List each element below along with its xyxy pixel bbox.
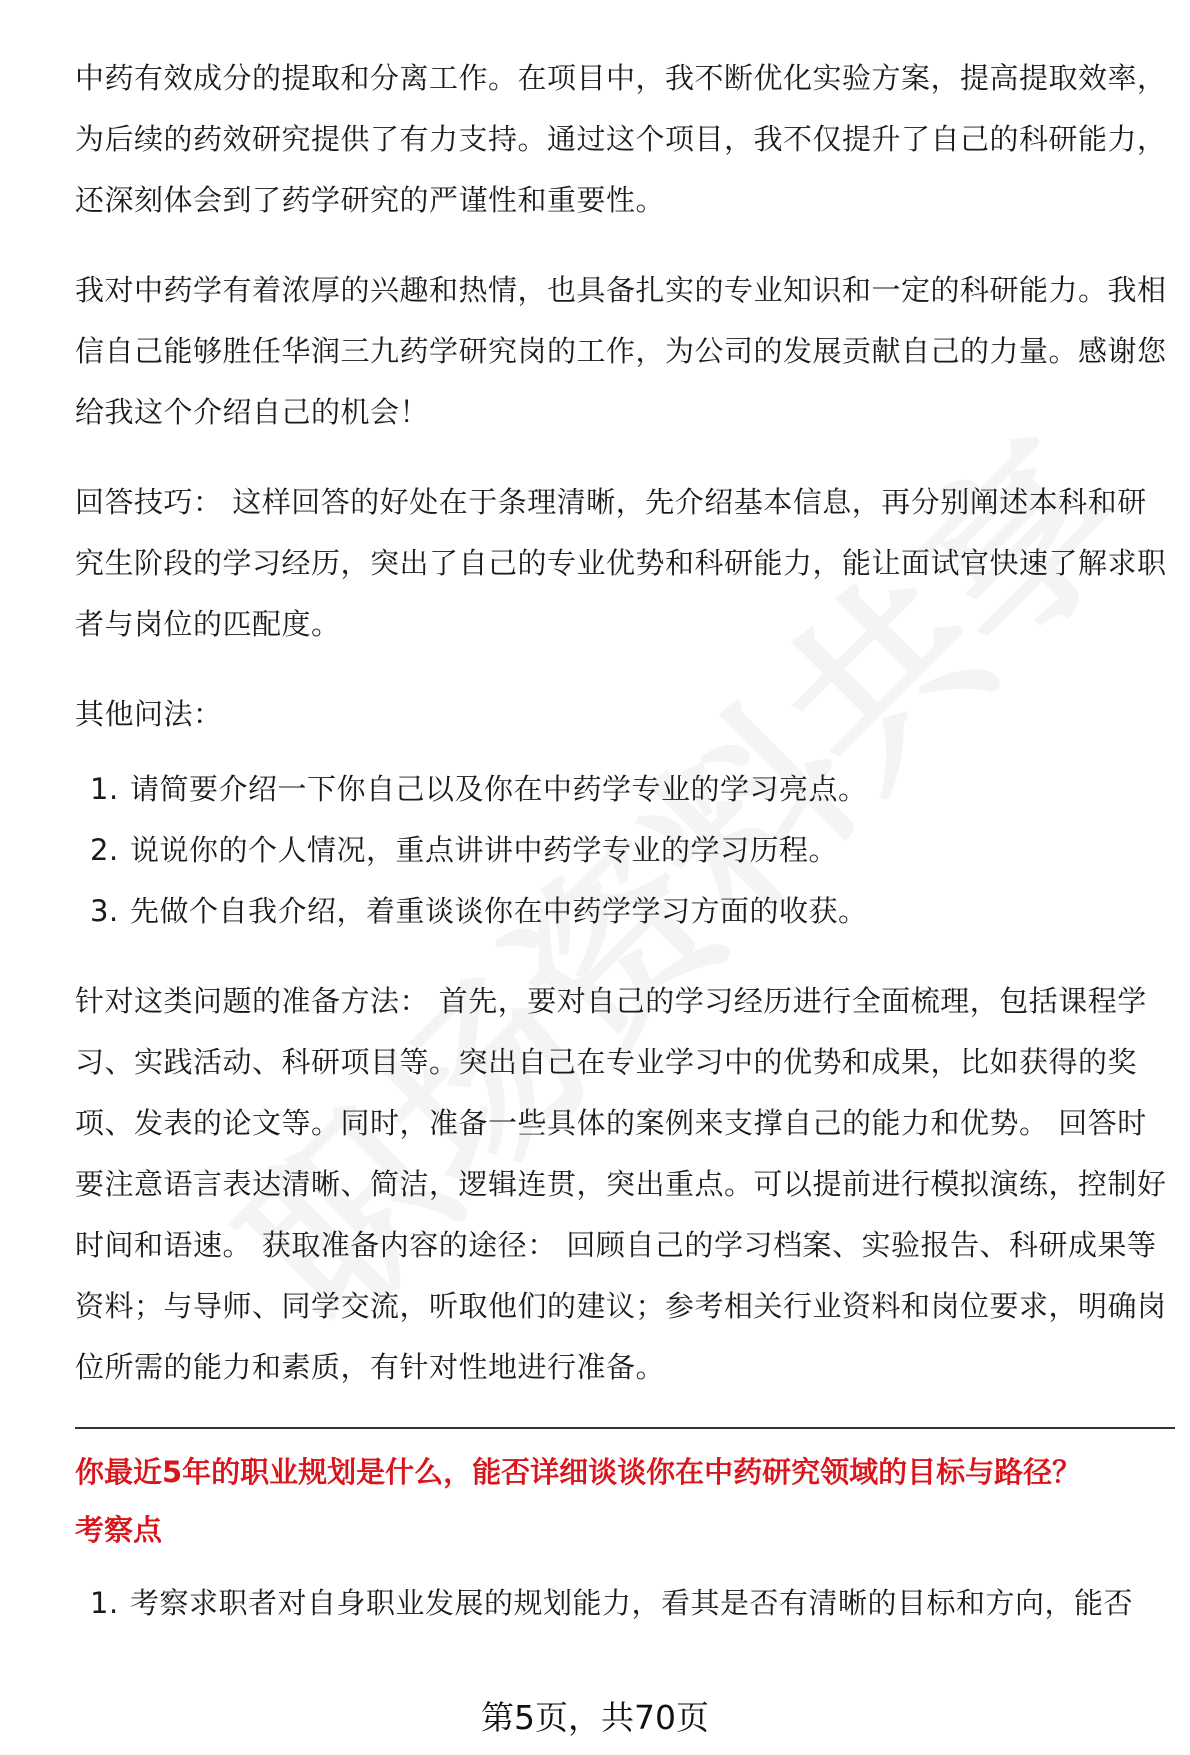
paragraph-preparation: 针对这类问题的准备方法： 首先，要对自己的学习经历进行全面梳理，包括课程学习、实践活动、科研项目等。突出自己在专业学习中的优势和成果，比如获得的奖项、发表的论文等。同时，准备一些具体的案例来支撑自己的能力和优势。 回答时要注意语言表达清晰、简洁，逻辑连贯，突出重点。可以提前进行模拟演练，控制好时间和语速。 获取准备内容的途径： 回顾自己的学习档案、实验报告、科研成果等资料；与导师、同学交流，听取他们的建议；参考相关行业资料和岗位要求，明确岗位所需的能力和素质，有针对性地进行准备。 bbox=[75, 984, 1167, 1384]
page-number-footer: 第5页，共70页 bbox=[481, 1698, 709, 1737]
list-item: 1. 考察求职者对自身职业发展的规划能力，看其是否有清晰的目标和方向，能否 bbox=[90, 1586, 1134, 1620]
question-title: 你最近5年的职业规划是什么，能否详细谈谈你在中药研究领域的目标与路径？ bbox=[75, 1455, 1082, 1489]
list-item: 1. 请简要介绍一下你自己以及你在中药学专业的学习亮点。 bbox=[90, 772, 868, 806]
section-divider bbox=[75, 1427, 1175, 1429]
question-subheading: 考察点 bbox=[75, 1513, 163, 1547]
assessment-points-list bbox=[75, 1573, 1175, 1634]
list-item: 2. 说说你的个人情况，重点讲讲中药学专业的学习历程。 bbox=[90, 833, 839, 867]
other-questions-list bbox=[75, 759, 1175, 942]
document-page bbox=[75, 48, 1175, 1663]
paragraph-interest: 我对中药学有着浓厚的兴趣和热情，也具备扎实的专业知识和一定的科研能力。我相信自己能够胜任华润三九药学研究岗的工作，为公司的发展贡献自己的力量。感谢您给我这个介绍自己的机会！ bbox=[75, 273, 1167, 429]
paragraph-project: 中药有效成分的提取和分离工作。在项目中，我不断优化实验方案，提高提取效率，为后续的药效研究提供了有力支持。通过这个项目，我不仅提升了自己的科研能力，还深刻体会到了药学研究的严谨性和重要性。 bbox=[75, 61, 1167, 217]
paragraph-answer-tips: 回答技巧： 这样回答的好处在于条理清晰，先介绍基本信息，再分别阐述本科和研究生阶段的学习经历，突出了自己的专业优势和科研能力，能让面试官快速了解求职者与岗位的匹配度。 bbox=[75, 485, 1167, 641]
list-item: 3. 先做个自我介绍，着重谈谈你在中药学学习方面的收获。 bbox=[90, 894, 868, 928]
paragraph-other-questions-heading: 其他问法： bbox=[75, 697, 223, 731]
